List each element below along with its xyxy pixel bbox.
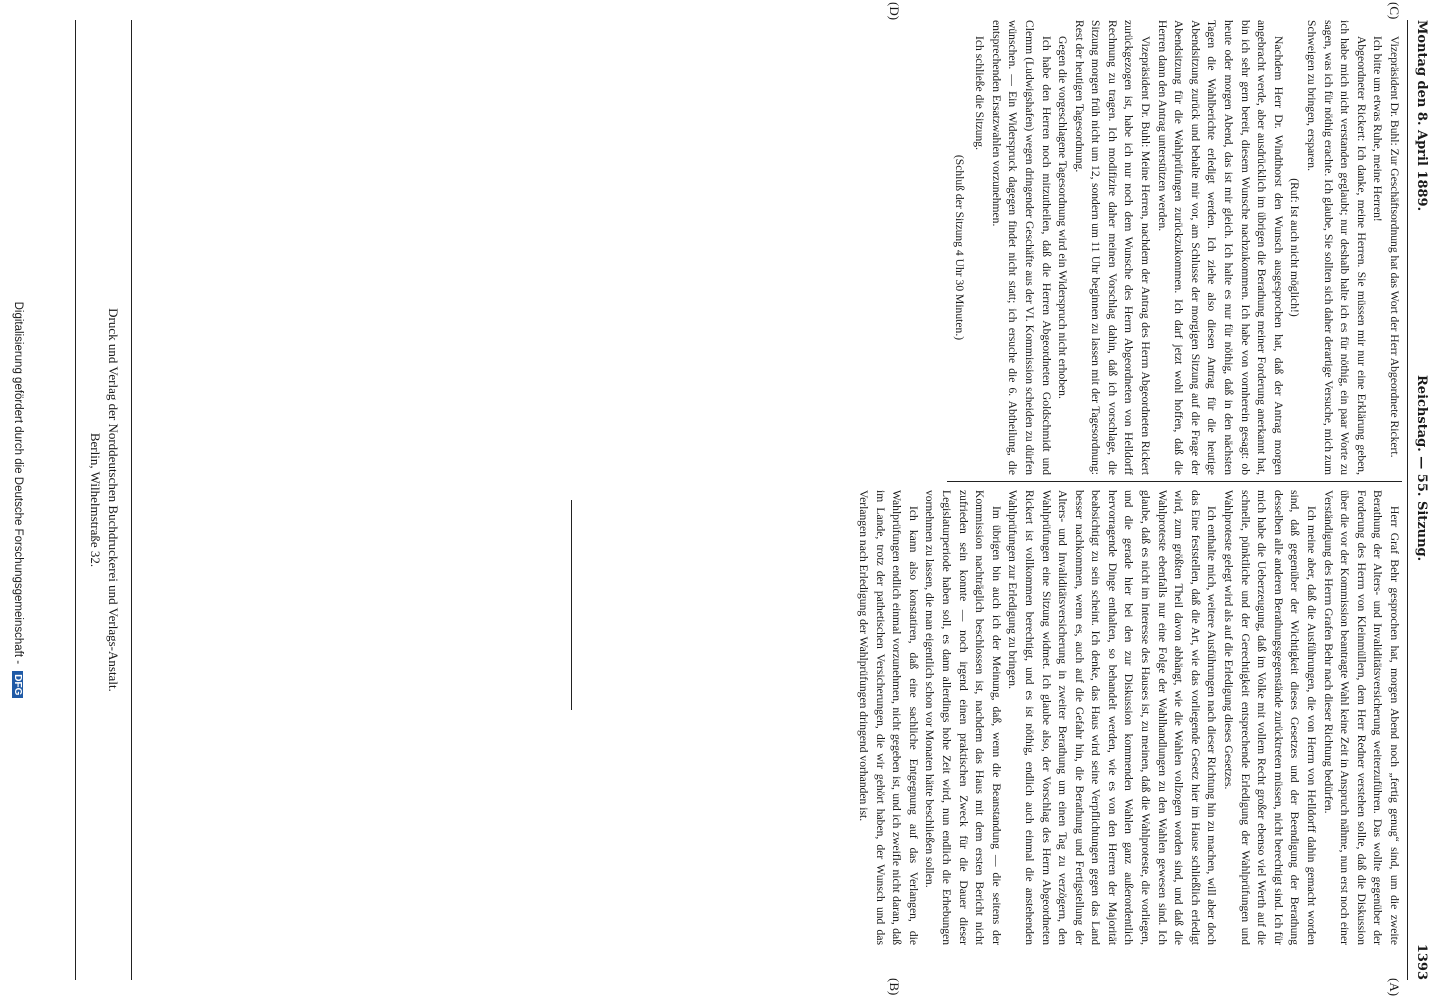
page-number: 1393 bbox=[1414, 943, 1429, 980]
paragraph: Ich kann also konstatiren, daß eine sachliche Entgegnung auf das Verlangen, die Wahlprüfungen endlich einmal vorzunehmen, nicht gegeben ist, und ich zweifle nicht daran, daß im Lande, trotz der pathetischen Versicherungen, die wir gehört haben, der Wunsch und das Verlangen nach Erledigung der Wahlprüfungen dringend vorhanden ist. bbox=[857, 490, 920, 945]
imprint-line: Berlin, Wilhelmstraße 32. bbox=[88, 432, 103, 568]
paragraph: Ich enthalte mich, weitere Ausführungen nach dieser Richtung hin zu machen, will aber doch das Eine feststellen, daß die Art, wie das vorliegende Gesetz hier im Hause schließlich erledigt wird, zum größten Theil davon abhängt, wie die Wahlen vollzogen worden sind, und daß die Wahlproteste ebenfalls nur eine Folge der Wahlhandlungen zu den Wahlen gewesen sind. Ich glaube, daß es nicht im Interesse des Hauses ist, zu meinen, daß die Wahlproteste, die vorliegen, und die gerade hier bei den zur Diskussion kommenden Wahlen ganz außerordentlich hervorragende Dinge enthalten, so behandelt werden, wie es von den Herren der Majorität beabsichtigt zu sein scheint. Ich denke, das Haus wird seine Verpflichtungen gegen das Land besser nachkommen, wenn es, auch auf die Gefahr hin, die Berathung und Fertigstellung der Alters- und Invaliditätsversicherung in zweiter Berathung um einen Tag zu verzögern, den Wahlprüfungen eine Sitzung widmet. Ich glaube also, der Vorschlag des Herrn Abgeordneten Rickert ist vollkommen berechtigt, und es ist nöthig, endlich auch einmal die anstehenden Wahlprüfungen zur Erledigung zu bringen. bbox=[1006, 490, 1219, 945]
page-header bbox=[1409, 20, 1431, 980]
imprint-rule-top bbox=[131, 20, 132, 980]
digitization-text: Digitalisierung gefördert durch die Deutsche Forschungsgemeinschaft - bbox=[12, 301, 24, 665]
closing-note: (Schluß der Sitzung 4 Uhr 30 Minuten.) bbox=[952, 154, 966, 341]
header-rule bbox=[1407, 20, 1408, 980]
interjection: (Ruf: Ist auch nicht möglich!) bbox=[1288, 178, 1302, 317]
paragraph: Nachdem Herr Dr. Windthorst den Wunsch ausgesprochen hat, daß der Antrag morgen angebracht werde, aber ausdrücklich im übrigen die Berathung meiner Forderung anerkannt hat, bin ich sehr gern bereit, diesem Wunsche nachzukommen. Ich habe von vornherein gesagt: ob heute oder morgen Abend, das ist mir gleich. Ich halte es nur für nöthig, daß in den nächsten Tagen die Wahlberichte erledigt werden. Ich ziehe also diesen Antrag für die heutige Abendsitzung zurück und behalte mir vor, am Schlusse der morgigen Sitzung auf die Frage der Abendsitzung für die Wahlprüfungen zurückzukommen. Ich darf jetzt wohl hoffen, daß die Herren dann den Antrag unterstützen werden. bbox=[1155, 20, 1285, 475]
paragraph: Ich schließe die Sitzung. bbox=[973, 36, 987, 150]
imprint-line: Druck und Verlag der Norddeutschen Buchdruckerei und Verlags-Anstalt. bbox=[106, 308, 121, 692]
right-column bbox=[950, 20, 1402, 475]
digitization-note bbox=[12, 0, 24, 1000]
paragraph: Herr Graf Behr gesprochen hat, morgen Abend noch „fertig genug“ sind, um die zweite Berathung der Alters- und Invaliditätsversicherung weiterzuführen. Das wollte gegenüber der Forderung des Herrn von Kleinmüllern, dem Herr Redner verstehen sollte, daß die Diskussion über die vor der Kommission beantragte Wahl keine Zeit in Anspruch nähme, nun erst noch einer Verständigung des Herrn Grafen Behr nach dieser Richtung bedürfen. bbox=[1321, 490, 1401, 945]
paragraph: Ich habe den Herren noch mitzutheilen, daß die Herren Abgeordneten Goldschmidt und Clemm (Ludwigshafen) wegen dringender Geschäfte aus der VI. Kommission scheiden zu dürfen wünschen. — Ein Widerspruck dagegen findet nicht statt; ich ersuche die 6. Abtheilung, die entsprechenden Ersatzwahlen vorzunehmen. bbox=[989, 20, 1053, 475]
imprint bbox=[86, 0, 122, 1000]
header-date: Montag den 8. April 1889. bbox=[1414, 20, 1429, 212]
header-title: Reichstag. — 55. Sitzung. bbox=[1414, 375, 1429, 562]
paragraph: Abgeordneter Rickert: Ich danke, meine Herren. Sie müssen mir nur eine Erklärung geben, ich habe mich nicht verstanden geglaubt; nur deshalb halte ich es für nöthig, ein paar Worte zu sagen, was ich für nöthig erachte. Ich glaube, Sie sollten sich daher derartige Versuche, mich zum Schweigen zu bringen, ersparen. bbox=[1305, 20, 1368, 475]
imprint-rule-bottom bbox=[75, 20, 76, 980]
left-column bbox=[854, 490, 1402, 945]
paragraph: Vizepräsident Dr. Buhl: Zur Geschäftsordnung hat das Wort der Herr Abgeordnete Rickert. bbox=[1388, 36, 1401, 458]
paragraph: Ich meine aber, daß die Ausführungen, die von Herrn von Helldorff dahin gemacht worden sind, daß gegenüber der Wichtigkeit dieses Gesetzes und der Beendigung der Berathung desselben alle anderen Berathungsgegenstände zurücktreten müssen, nicht berechtigt sind. Ich für mich habe die Ueberzeugung, daß im Volke mit vollem Recht großer ebenso viel Werth auf die schnelle, pünktliche und der Gerechtigkeit entsprechende Erledigung der Wahlprüfungen und Wahlproteste gelegt wird als auf die Erledigung dieses Gesetzes. bbox=[1222, 490, 1319, 945]
dfg-logo: DFG bbox=[12, 671, 23, 698]
column-divider bbox=[947, 481, 1402, 482]
paragraph: Ich bitte um etwas Ruhe, meine Herren! bbox=[1371, 36, 1385, 222]
margin-mark-b: (B) bbox=[887, 978, 902, 996]
paragraph: Gegen die vorgeschlagene Tagesordnung wird ein Widerspruch nicht erhoben. bbox=[1056, 36, 1070, 399]
margin-mark-c: (C) bbox=[1387, 2, 1402, 20]
paragraph: Vizepräsident Dr. Buhl: Meine Herren, nachdem der Antrag des Herrn Abgeordneten Rickert zurückgezogen ist, habe ich nur noch dem Wunsche des Herrn Abgeordneten von Helldorff Rechnung zu tragen. Ich modifizire daher meinen Vorschlag dahin, daß ich vorschlage, die Sitzung morgen früh nicht um 12, sondern um 11 Uhr beginnen zu lassen mit der Tagesordnung: Rest der heutigen Tagesordnung. bbox=[1072, 20, 1153, 475]
margin-mark-d: (D) bbox=[887, 2, 902, 21]
paragraph: Im übrigen bin auch ich der Meinung, daß, wenn die Beanstandung — die seitens der Kommission nachträglich beschlossen ist, nachdem das Haus mit dem ersten Bericht nicht zufrieden sein konnte — noch irgend einen praktischen Zweck für die Dauer dieser Legislaturperiode haben soll, es dann allerdings hohe Zeit wird, nun endlich die Erhebungen vornehmen zu lassen, die man eigentlich schon vor Monaten hätte beschließen sollen. bbox=[923, 490, 1003, 945]
margin-mark-a: (A) bbox=[1387, 978, 1402, 997]
section-rule bbox=[571, 500, 572, 710]
